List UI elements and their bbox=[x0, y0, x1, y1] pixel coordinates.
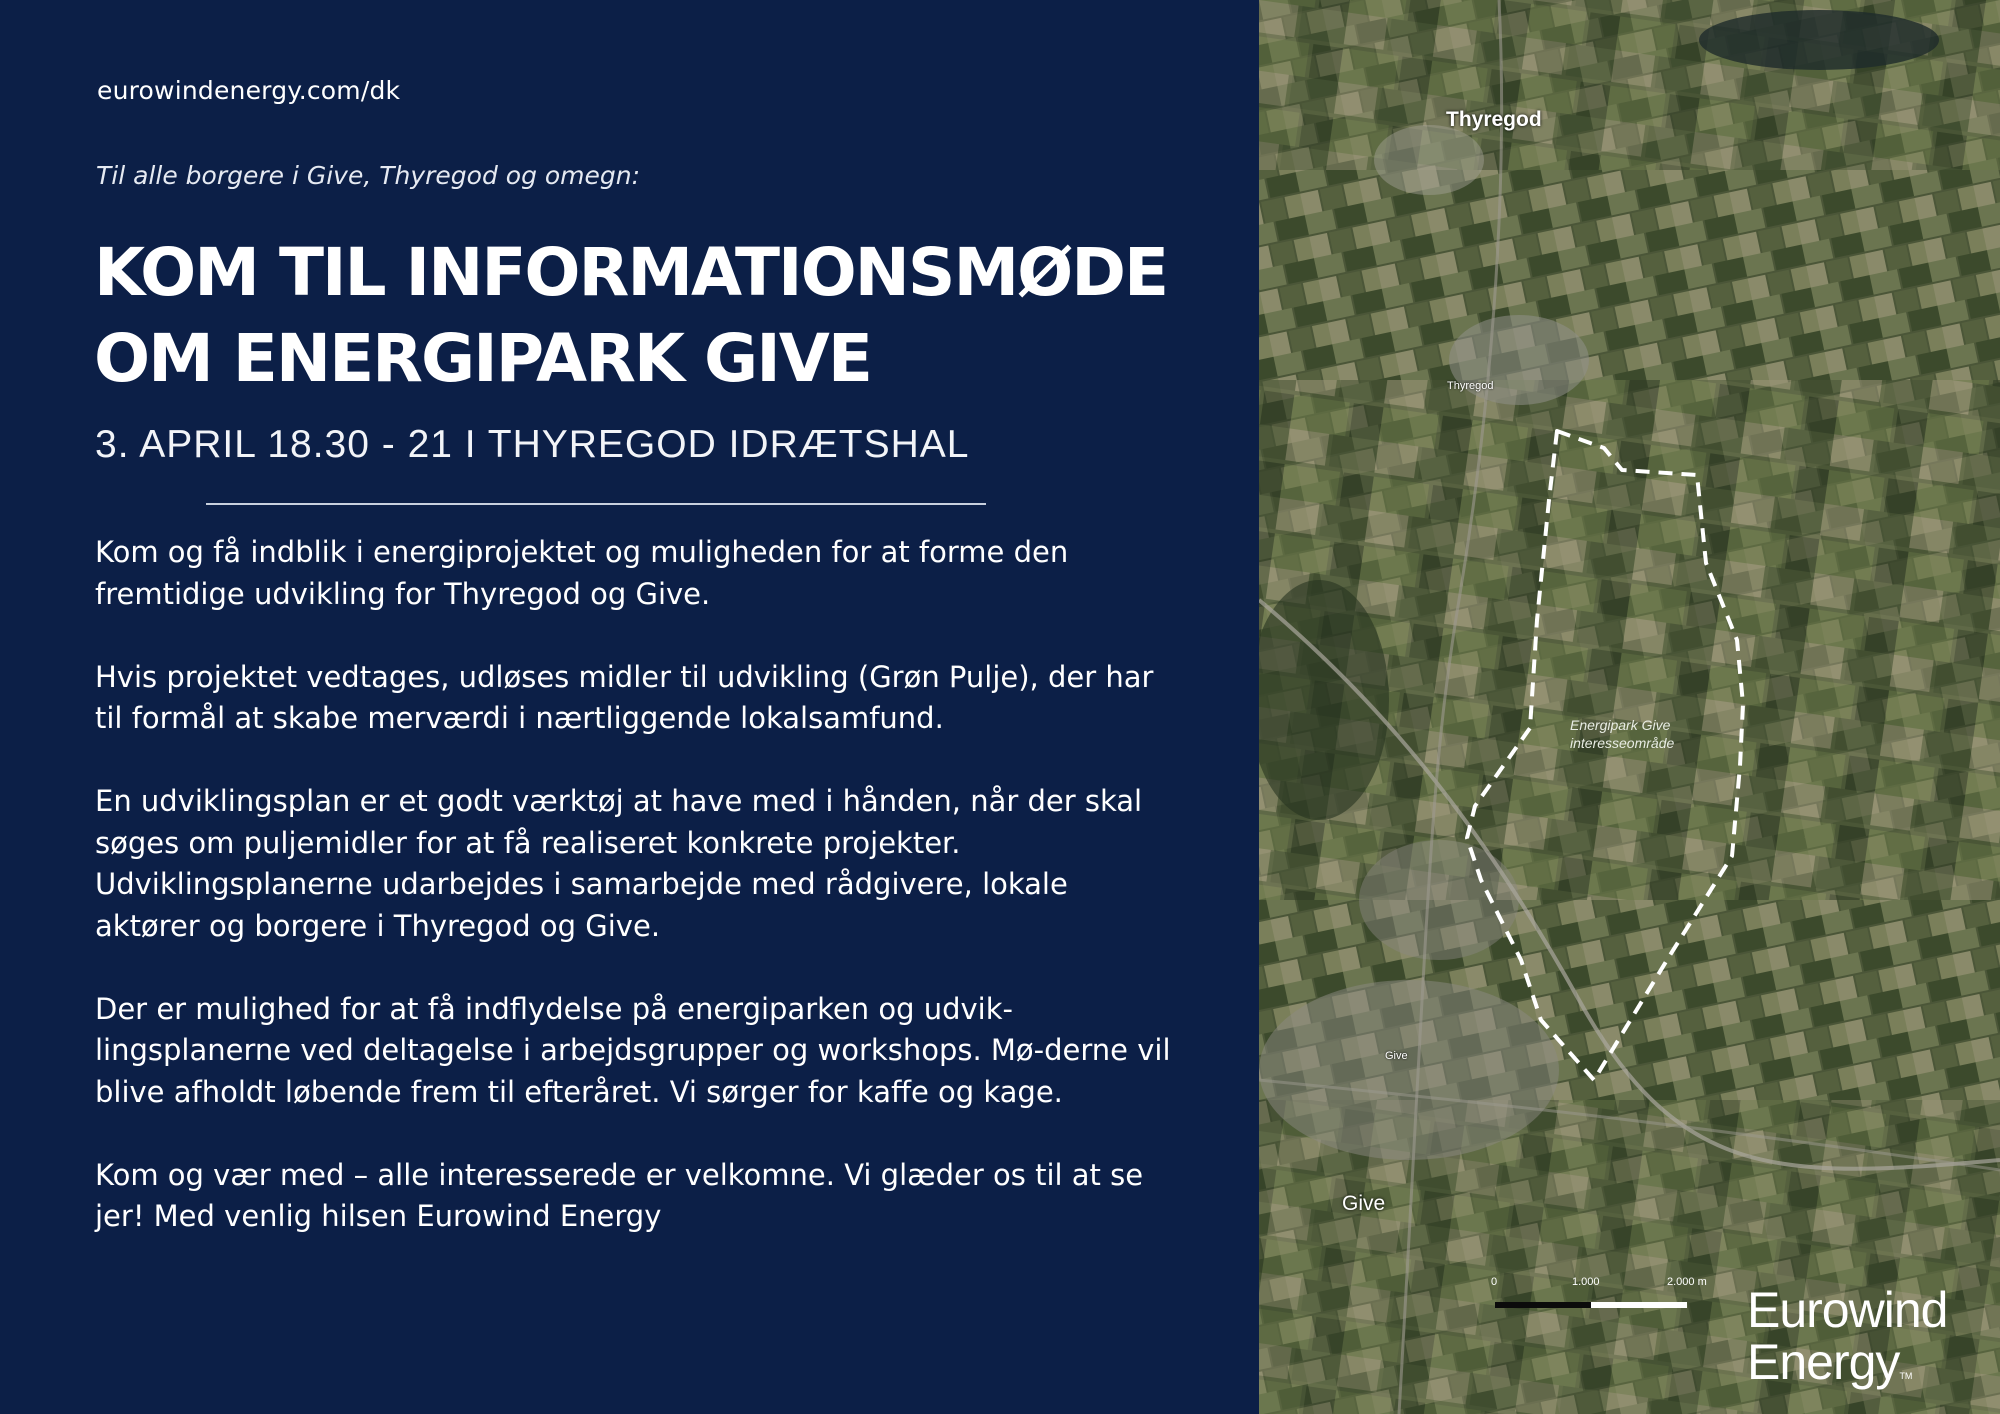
paragraph-1: Kom og få indblik i energiprojektet og muligheden for at forme den fremtidige udvikling for Thyregod og Give. bbox=[95, 535, 1069, 611]
label-town-south: Give bbox=[1342, 1192, 1386, 1215]
website-url[interactable]: eurowindenergy.com/dk bbox=[97, 76, 401, 105]
intro-line: Til alle borgere i Give, Thyregod og omegn: bbox=[96, 161, 641, 190]
headline bbox=[94, 230, 1234, 402]
interest-area-label bbox=[1570, 716, 1674, 752]
headline-line-2: OM ENERGIPARK GIVE bbox=[94, 320, 871, 397]
divider bbox=[206, 503, 986, 505]
interest-area-label-line-2: interesseområde bbox=[1570, 735, 1675, 751]
label-town-north-small: Thyregod bbox=[1447, 380, 1494, 392]
paragraph-4: Der er mulighed for at få indflydelse på energiparken og udvik-lingsplanerne ved deltagelse i arbejdsgrupper og workshops. Mø-derne vil blive afholdt løbende frem til efteråret. Vi sørger for kaffe og kage. bbox=[95, 991, 1171, 1109]
event-date-location: 3. APRIL 18.30 - 21 I THYREGOD IDRÆTSHAL bbox=[95, 423, 970, 466]
scale-bar-black bbox=[1495, 1302, 1591, 1308]
logo-trademark: TM bbox=[1899, 1371, 1913, 1381]
eurowind-logo bbox=[1747, 1284, 1947, 1402]
paragraph-5: Kom og vær med – alle interesserede er velkomne. Vi glæder os til at se jer! Med venlig hilsen Eurowind Energy bbox=[95, 1157, 1144, 1233]
body-text bbox=[95, 532, 1175, 1279]
logo-line-1: Eurowind bbox=[1747, 1282, 1948, 1338]
paragraph-3: En udviklingsplan er et godt værktøj at have med i hånden, når der skal søges om puljemidler for at få realiseret konkrete projekter. Udviklingsplanerne udarbejdes i samarbejde med rådgivere, lokale aktører og borgere i Thyregod og Give. bbox=[95, 784, 1143, 943]
headline-line-1: KOM TIL INFORMATIONSMØDE bbox=[94, 234, 1168, 311]
aerial-map bbox=[1259, 0, 2000, 1414]
scale-label-0: 0 bbox=[1491, 1276, 1498, 1288]
scale-label-1000: 1.000 bbox=[1572, 1276, 1600, 1288]
scale-label-2000: 2.000 m bbox=[1667, 1276, 1707, 1288]
label-town-south-small: Give bbox=[1385, 1050, 1408, 1062]
paragraph-2: Hvis projektet vedtages, udløses midler til udvikling (Grøn Pulje), der har til formål at skabe merværdi i nærtliggende lokalsamfund. bbox=[95, 659, 1154, 735]
logo-word-energy: Energy bbox=[1747, 1334, 1900, 1390]
interest-area-label-line-1: Energipark Give bbox=[1570, 717, 1671, 733]
logo-line-2 bbox=[1747, 1336, 1947, 1402]
label-town-north: Thyregod bbox=[1446, 108, 1542, 131]
scale-bar-white bbox=[1591, 1302, 1687, 1308]
